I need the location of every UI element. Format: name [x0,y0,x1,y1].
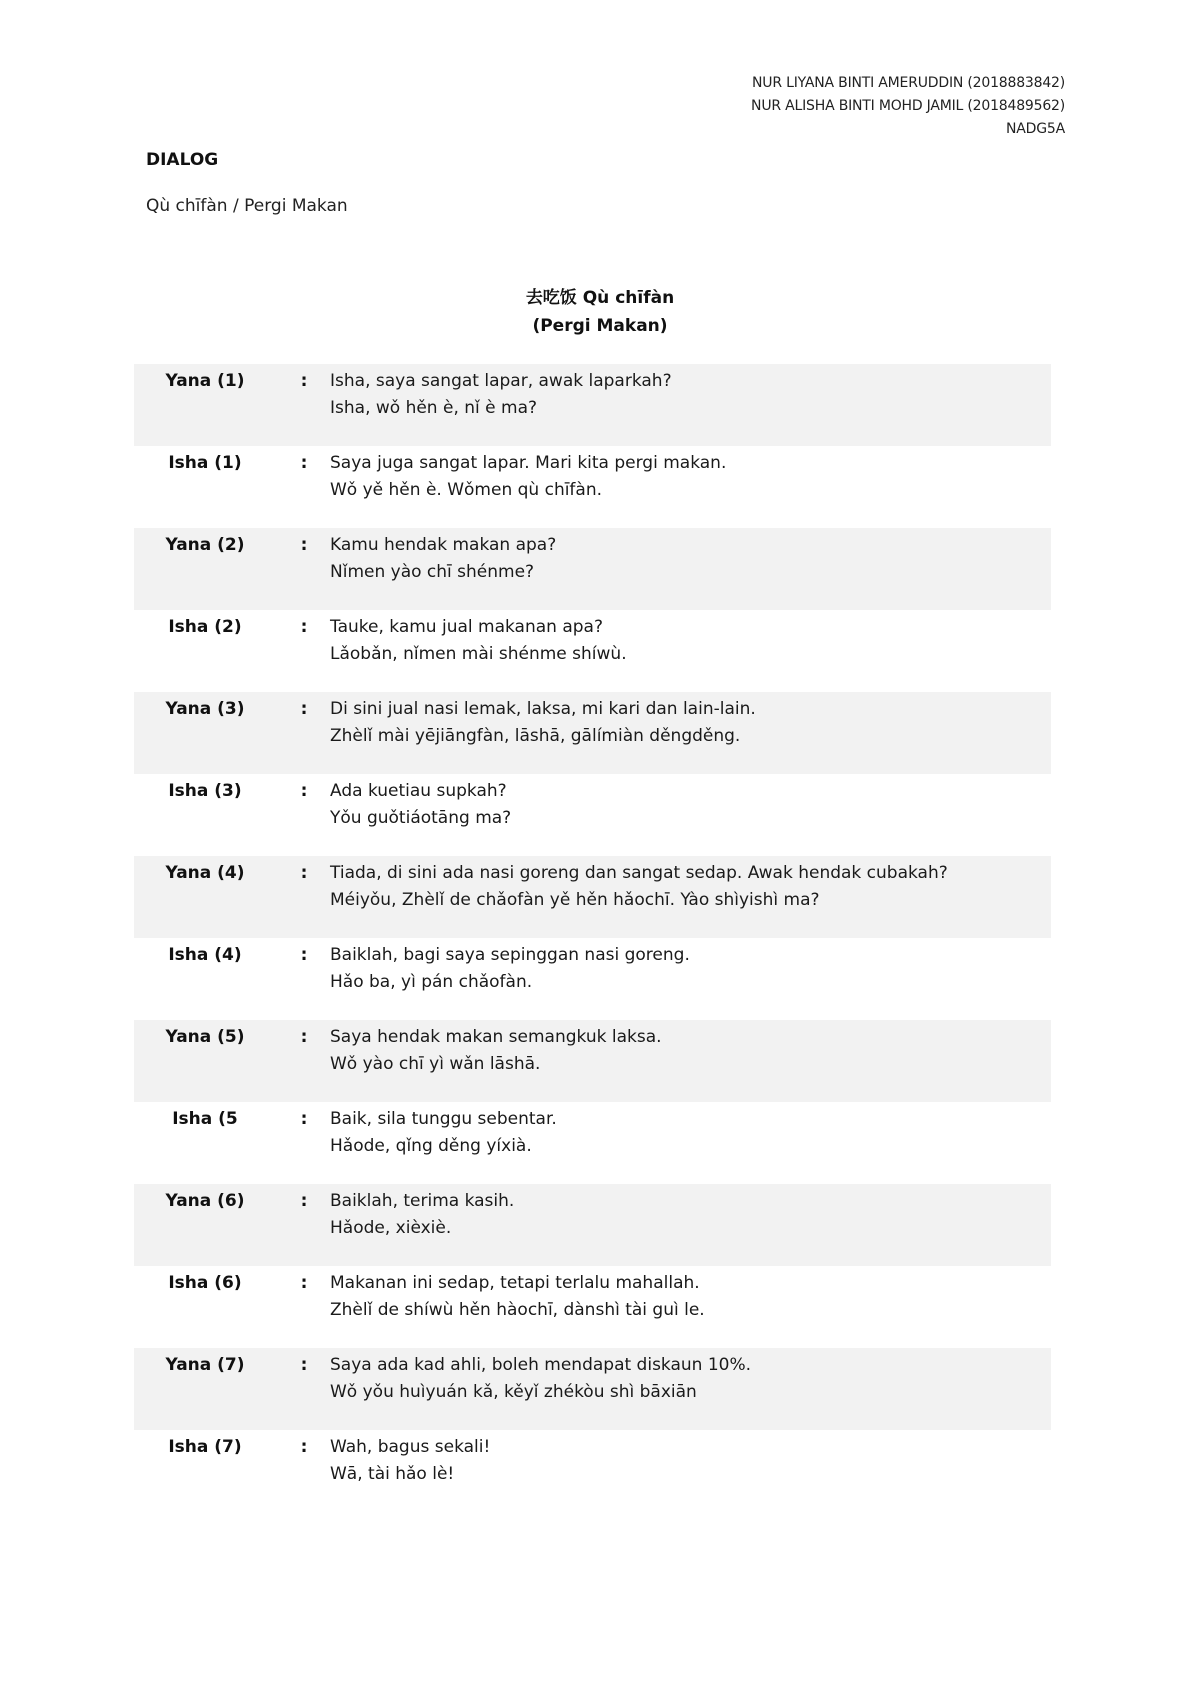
separator: : [300,863,308,883]
separator: : [300,945,308,965]
separator: : [300,1273,308,1293]
dialog-lines [330,1270,1051,1348]
malay-line: Saya juga sangat lapar. Mari kita pergi makan. [330,453,727,473]
pinyin-line: Wǒ yào chī yì wǎn lāshā. [330,1054,541,1074]
dialog-title [0,284,1200,340]
separator: : [300,699,308,719]
separator: : [300,1109,308,1129]
malay-line: Ada kuetiau supkah? [330,781,507,801]
dialog-title-chinese: 去吃饭 Qù chīfàn [525,288,675,308]
dialog-row [134,692,1051,774]
pinyin-line: Zhèlǐ mài yējiāngfàn, lāshā, gālímiàn děngděng. [330,726,741,746]
speaker-label: Isha (7) [168,1437,242,1457]
dialog-row [134,610,1051,692]
dialog-row [134,1020,1051,1102]
pinyin-line: Wā, tài hǎo lè! [330,1464,455,1484]
dialog-row [134,1184,1051,1266]
dialog-row [134,446,1051,528]
pinyin-line: Wǒ yǒu huìyuán kǎ, kěyǐ zhékòu shì bāxiān [330,1382,697,1402]
subtitle: Qù chīfàn / Pergi Makan [146,196,348,216]
speaker-label: Yana (7) [165,1355,245,1375]
dialog-row [134,856,1051,938]
malay-line: Isha, saya sangat lapar, awak laparkah? [330,371,672,391]
speaker-label: Isha (4) [168,945,242,965]
dialog-table [134,364,1051,1512]
dialog-row [134,1266,1051,1348]
pinyin-line: Nǐmen yào chī shénme? [330,562,535,582]
separator: : [300,1191,308,1211]
pinyin-line: Hǎode, xièxiè. [330,1218,452,1238]
dialog-lines [330,1188,1051,1266]
malay-line: Baik, sila tunggu sebentar. [330,1109,557,1129]
dialog-lines [330,860,1051,938]
dialog-lines [330,532,1051,610]
speaker-label: Isha (5 [172,1109,238,1129]
separator: : [300,1027,308,1047]
malay-line: Tiada, di sini ada nasi goreng dan sangat sedap. Awak hendak cubakah? [330,863,948,883]
malay-line: Baiklah, bagi saya sepinggan nasi goreng. [330,945,690,965]
dialog-lines [330,942,1051,1020]
dialog-lines [330,368,1051,446]
malay-line: Kamu hendak makan apa? [330,535,557,555]
dialog-title-malay: (Pergi Makan) [532,316,668,336]
dialog-lines [330,614,1051,692]
malay-line: Saya ada kad ahli, boleh mendapat diskaun 10%. [330,1355,752,1375]
dialog-row [134,938,1051,1020]
class-code: NADG5A [1006,121,1065,137]
pinyin-line: Isha, wǒ hěn è, nǐ è ma? [330,398,538,418]
speaker-label: Yana (5) [165,1027,245,1047]
pinyin-line: Hǎode, qǐng děng yíxià. [330,1136,532,1156]
malay-line: Tauke, kamu jual makanan apa? [330,617,603,637]
dialog-lines [330,1352,1051,1430]
dialog-lines [330,1106,1051,1184]
author-header [751,72,1065,141]
pinyin-line: Zhèlǐ de shíwù hěn hàochī, dànshì tài guì le. [330,1300,705,1320]
dialog-lines [330,450,1051,528]
malay-line: Di sini jual nasi lemak, laksa, mi kari dan lain-lain. [330,699,756,719]
separator: : [300,371,308,391]
dialog-lines [330,1024,1051,1102]
dialog-lines [330,778,1051,856]
malay-line: Saya hendak makan semangkuk laksa. [330,1027,662,1047]
author-line: NUR LIYANA BINTI AMERUDDIN (2018883842) [752,75,1065,91]
author-line: NUR ALISHA BINTI MOHD JAMIL (2018489562) [751,98,1065,114]
separator: : [300,781,308,801]
dialog-lines [330,696,1051,774]
separator: : [300,535,308,555]
speaker-label: Isha (6) [168,1273,242,1293]
pinyin-line: Lǎobǎn, nǐmen mài shénme shíwù. [330,644,627,664]
pinyin-line: Wǒ yě hěn è. Wǒmen qù chīfàn. [330,480,603,500]
dialog-lines [330,1434,1051,1512]
dialog-row [134,364,1051,446]
speaker-label: Yana (3) [165,699,245,719]
speaker-label: Yana (1) [165,371,245,391]
dialog-row [134,1430,1051,1512]
pinyin-line: Yǒu guǒtiáotāng ma? [330,808,512,828]
section-label: DIALOG [146,150,219,170]
separator: : [300,1437,308,1457]
pinyin-line: Hǎo ba, yì pán chǎofàn. [330,972,533,992]
separator: : [300,617,308,637]
malay-line: Wah, bagus sekali! [330,1437,491,1457]
speaker-label: Yana (6) [165,1191,245,1211]
dialog-row [134,774,1051,856]
speaker-label: Isha (3) [168,781,242,801]
pinyin-line: Méiyǒu, Zhèlǐ de chǎofàn yě hěn hǎochī. Yào shìyishì ma? [330,890,820,910]
malay-line: Makanan ini sedap, tetapi terlalu mahallah. [330,1273,700,1293]
dialog-row [134,1102,1051,1184]
dialog-row [134,528,1051,610]
speaker-label: Yana (4) [165,863,245,883]
speaker-label: Yana (2) [165,535,245,555]
malay-line: Baiklah, terima kasih. [330,1191,515,1211]
dialog-row [134,1348,1051,1430]
speaker-label: Isha (2) [168,617,242,637]
separator: : [300,1355,308,1375]
separator: : [300,453,308,473]
speaker-label: Isha (1) [168,453,242,473]
